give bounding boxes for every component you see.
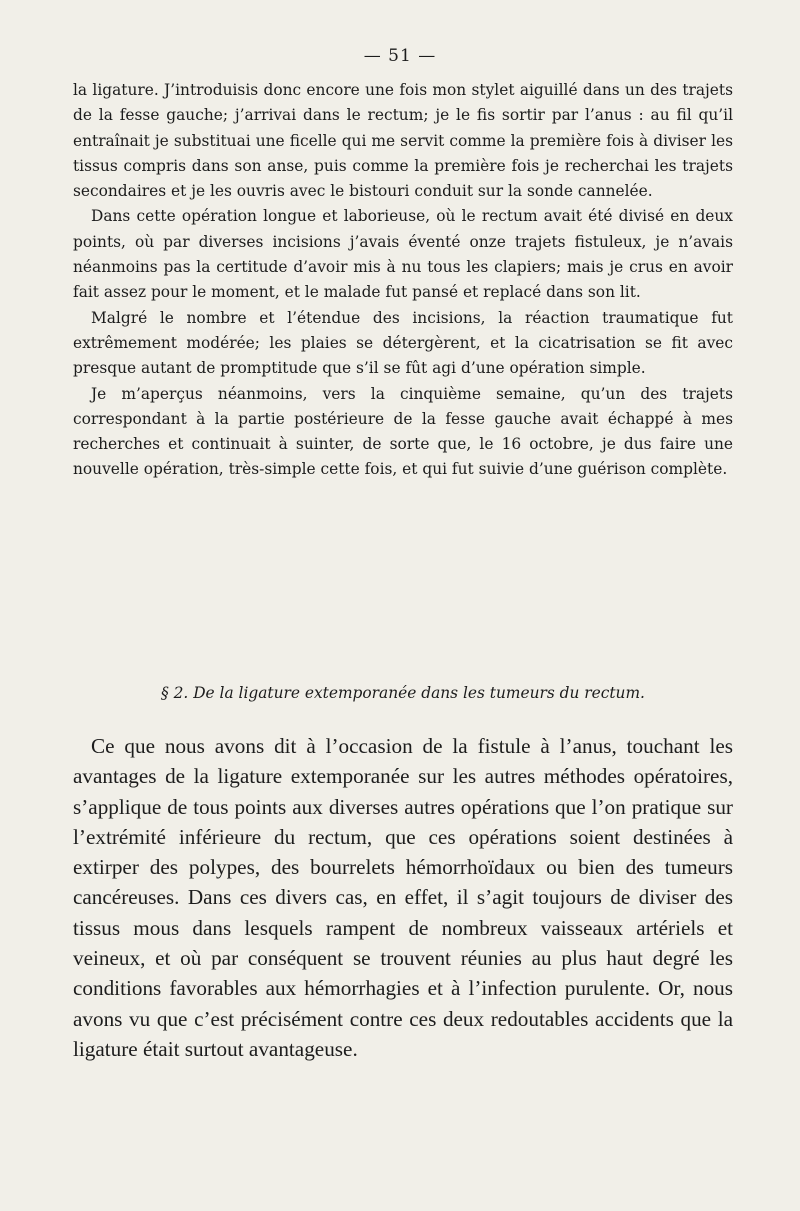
paragraph-ligature: Ce que nous avons dit à l’occasion de la fistule à l’anus, touchant les avantages de la ligature extemporanée sur les autres méthodes opératoires, s’applique de tous points aux diverses autres opérations que l’on pratique sur l’extrémité inférieure du rectum, que ces opérations soient destinées à extirper des polypes, des bourrelets hémorrhoïdaux ou bien des tumeurs cancéreuses. Dans ces divers cas, en effet, il s’agit toujours de diviser des tissus mous dans lesquels rampent de nombreux vaisseaux artériels et veineux, et où par conséquent se trouvent réunies au plus haut degré les conditions favorables aux hémorrhagies et à l’infection purulente. Or, nous avons vu que c’est précisément contre ces deux redoutables accidents que la ligature était surtout avantageuse. [73,734,733,1061]
body-text-top [73,78,733,483]
paragraph-reaction: Malgré le nombre et l’étendue des incisions, la réaction traumatique fut extrêmement modérée; les plaies se détergèrent, et la cicatrisation se fit avec presque autant de promptitude que s’il se fût agi d’une opération simple. [73,308,733,378]
body-text-section [73,731,733,1064]
page-number: — 51 — [363,46,437,66]
section-heading: § 2. De la ligature extemporanée dans les tumeurs du rectum. [161,684,645,702]
paragraph-continuation: la ligature. J’introduisis donc encore une fois mon stylet aiguillé dans un des trajets de la fesse gauche; j’arrivai dans le rectum; je le fis sortir par l’anus : au fil qu’il entraînait je substituai une ficelle qui me servit comme la première fois à diviser les tissus compris dans son anse, puis comme la première fois je recherchai les trajets secondaires et je les ouvris avec le bistouri conduit sur la sonde cannelée. [73,81,733,201]
paragraph-operation: Dans cette opération longue et laborieuse, où le rectum avait été divisé en deux points, où par diverses incisions j’avais éventé onze trajets fistuleux, je n’avais néanmoins pas la certitude d’avoir mis à nu tous les clapiers; mais je crus en avoir fait assez pour le moment, et le malade fut pansé et replacé dans son lit. [73,207,733,302]
paragraph-fifth-week: Je m’aperçus néanmoins, vers la cinquième semaine, qu’un des trajets correspondant à la partie postérieure de la fesse gauche avait échappé à mes recherches et continuait à suinter, de sorte que, le 16 octobre, je dus faire une nouvelle opération, très-simple cette fois, et qui fut suivie d’une guérison complète. [73,384,733,479]
